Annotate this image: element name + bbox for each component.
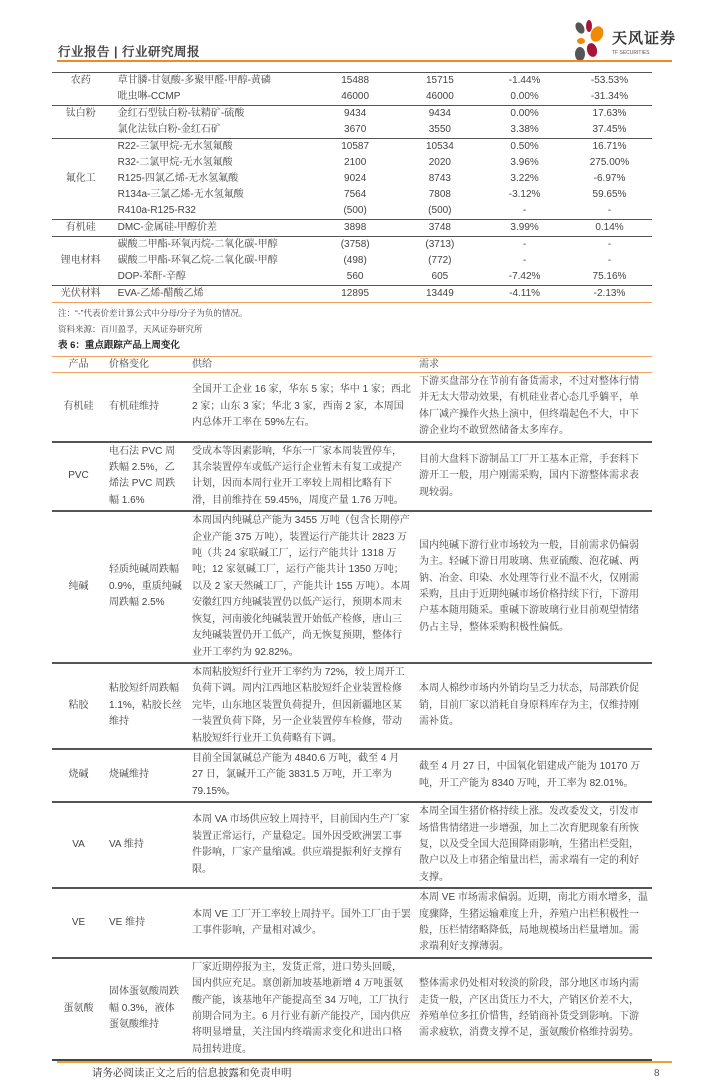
change-yoy: 0.14%	[567, 220, 652, 237]
change-yoy: 16.71%	[567, 139, 652, 156]
demand-text: 本周 VE 市场需求偏弱。近期，南北方雨水增多，温度骤降，生猪运输难度上升，养殖户出栏积极性一般，压栏情绪略降低，局地规模场出栏量增加。需求端利好支撑薄弱。	[415, 888, 652, 958]
product-name: PVC	[52, 442, 105, 512]
category-cell	[52, 122, 110, 139]
price-change: 电石法 PVC 周跌幅 2.5%，乙烯法 PVC 周跌幅 1.6%	[105, 442, 188, 512]
product-name: 有机硅	[63, 400, 94, 412]
table-note: 注：“-”代表价差计算公式中分母/分子为负的情况。	[58, 308, 248, 318]
value-current: (498)	[343, 255, 367, 266]
spread-row	[52, 73, 652, 90]
value-current: (3758)	[313, 237, 398, 254]
demand-text: 本周人棉纱市场内外销均呈乏力状态，局部跌价促销，目前厂家以消耗自身原料库存为主，仅维持刚需补货。	[415, 663, 652, 749]
col-header-supply: 供给	[188, 357, 415, 373]
spread-item: R410a-R125-R32	[117, 205, 196, 216]
value-previous: (500)	[428, 205, 452, 216]
category-cell: 锂电材料	[60, 255, 101, 266]
price-change: 有机硅维持	[109, 400, 159, 412]
value-previous: 46000	[425, 91, 454, 102]
spread-item: 碳酸二甲酯-环氧丙烷-二氧化碳-甲醇	[110, 237, 313, 254]
value-previous: 13449	[398, 286, 483, 303]
value-current: 15488	[341, 75, 370, 86]
category-cell: 光伏材料	[52, 286, 110, 303]
spread-row	[52, 220, 652, 237]
product-row	[52, 958, 652, 1060]
demand-text: 国内纯碱下游行业市场较为一般，目前需求仍偏弱为主。轻碱下游日用玻璃、焦亚硫酸、泡花碱、两钠、冶金、印染、水处理等行业不温不火，仅刚需采购，且由于近期纯碱市场价格持续下行，下游用户基本随用随采。重碱下游玻璃行业目前观望情绪仍占主导，整体采购积极性偏低。	[415, 511, 652, 663]
change-yoy: -31.34%	[590, 91, 629, 102]
value-previous: 605	[431, 271, 449, 282]
category-cell	[52, 139, 110, 156]
supply-text: 全国开工企业 16 家，华东 5 家；华中 1 家；西北 2 家；山东 3 家；华北 3 家，西南 2 家，本周国内总体开工率在 59%左右。	[192, 384, 411, 429]
value-previous: 7808	[428, 189, 451, 200]
supply-text: 受成本等因素影响，华东一厂家本周装置停车，其余装置停车或低产运行企业暂未有复工或提产计划，因而本周行业开工率较上周相比略有下滑，目前维持在 59.45%，周度产量 1.76 万吨。	[188, 442, 415, 512]
category-cell	[52, 269, 110, 286]
demand-text: 截至 4 月 27 日，中国氧化铝建成产能为 10170 万吨，开工产能为 8340 万吨，开工率为 82.01%。	[415, 749, 652, 802]
change-wow: 3.96%	[510, 157, 539, 168]
spread-row	[52, 286, 652, 303]
spread-row	[52, 106, 652, 123]
spread-row	[52, 139, 652, 156]
demand-text: 本周全国生猪价格持续上涨。发改委发文，引发市场惜售情绪进一步增强，加上二次育肥现象有所恢复，以及受全国大范围降雨影响，生猪出栏受阻，散户以及上市猪企缩量出栏，需求端有一定的利好支撑。	[415, 802, 652, 888]
spread-item: 草甘膦-甘氨酸-多聚甲醛-甲醇-黄磷	[117, 75, 271, 86]
value-previous: (772)	[428, 255, 452, 266]
change-wow: 0.00%	[482, 106, 567, 123]
product-change-table	[52, 356, 652, 1061]
supply-text: 本周 VE 工厂开工率较上周持平。国外工厂由于罢工事件影响，产量相对减少。	[188, 888, 415, 958]
demand-text: 整体需求仍处相对较淡的阶段，部分地区市场内需走货一般，产区出货压力不大，产销区价差不大，养殖单位多扛价惜售，经销商补货受到影响。下游需求疲软，消费支撑不足，蛋氨酸价格维持弱势。	[415, 958, 652, 1060]
price-change: VA 维持	[105, 802, 188, 888]
change-yoy: -	[567, 237, 652, 254]
spread-item: R134a-三氯乙烯-无水氢氟酸	[117, 189, 244, 200]
value-current: (500)	[343, 205, 367, 216]
change-wow: -3.12%	[508, 189, 541, 200]
product-row	[52, 511, 652, 663]
col-header-product: 产品	[52, 357, 105, 373]
supply-text: 本周 VA 市场供应较上周持平，目前国内生产厂家装置正常运行，产量稳定。国外因受欧洲罢工事件影响，厂家产量缩减。供应端提振利好支撑有限。	[188, 802, 415, 888]
product-row	[52, 663, 652, 749]
change-wow: -7.42%	[508, 271, 541, 282]
change-wow: -	[522, 255, 527, 266]
product-name: VE	[52, 888, 105, 958]
category-cell: 钛白粉	[52, 106, 110, 123]
change-wow: -4.11%	[482, 286, 567, 303]
category-cell: 氟化工	[65, 173, 96, 184]
spread-row	[52, 122, 652, 139]
spread-item: DMC-金属硅-甲醇价差	[110, 220, 313, 237]
spread-item: 氯化法钛白粉-金红石矿	[117, 124, 221, 135]
supply-text: 厂家近期停报为主，发货正常，进口势头回暖，国内供应充足。禀创新加坡基地新增 4 万吨蛋氨酸产能，该基地年产能提高至 34 万吨，工厂执行前期合同为主。6 月行业有新产能投产，国内供应将明显增量，关注国内终端需求变化和进出口格局扭转进度。	[188, 958, 415, 1060]
price-change: 粘胶短纤周跌幅 1.1%，粘胶长丝维持	[105, 663, 188, 749]
tf-securities-logo-icon	[568, 20, 610, 62]
change-yoy: -2.13%	[567, 286, 652, 303]
value-previous: 10534	[398, 139, 483, 156]
table-source: 资料来源：百川盈孚，天风证券研究所	[58, 324, 203, 334]
col-header-price: 价格变化	[105, 357, 188, 373]
logo-name-cn: 天风证券	[612, 30, 677, 47]
value-previous: 2020	[428, 157, 451, 168]
value-previous: (3713)	[398, 237, 483, 254]
value-current: 7564	[344, 189, 367, 200]
category-cell	[52, 237, 110, 254]
spread-item: R125-四氯乙烯-无水氢氟酸	[117, 173, 239, 184]
table6-title: 表 6：重点跟踪产品上周变化	[58, 340, 180, 351]
category-cell	[52, 155, 110, 171]
spread-item: 金红石型钛白粉-钛精矿-硫酸	[110, 106, 313, 123]
value-previous: 3748	[398, 220, 483, 237]
value-current: 46000	[341, 91, 370, 102]
demand-text: 下游买盘部分在节前有备货需求，不过对整体行情并无太大带动效果，有机硅业者心态几乎躺平，单体厂减产操作火热上演中，但终端起色不大，中下游企业均不敢贸然储备太多库存。	[419, 376, 639, 437]
col-header-demand: 需求	[415, 357, 652, 373]
change-yoy: -	[607, 205, 612, 216]
change-wow: 3.38%	[510, 124, 539, 135]
value-current: 560	[346, 271, 364, 282]
spread-row	[52, 187, 652, 203]
change-yoy: -53.53%	[590, 75, 629, 86]
logo-name-en: TF SECURITIES	[612, 50, 650, 56]
supply-text: 目前全国氯碱总产能为 4840.6 万吨，截至 4 月 27 日，氯碱开工产能 3831.5 万吨，开工率为 79.15%。	[188, 749, 415, 802]
spread-row	[52, 253, 652, 269]
price-change: 烧碱维持	[105, 749, 188, 802]
product-row	[52, 802, 652, 888]
change-wow: -	[482, 237, 567, 254]
spread-item: R22-三氯甲烷-无水氢氟酸	[110, 139, 313, 156]
change-yoy: 17.63%	[567, 106, 652, 123]
page-footer	[0, 1061, 724, 1084]
footer-disclaimer: 请务必阅读正文之后的信息披露和免责申明	[92, 1067, 292, 1080]
supply-text: 本周国内纯碱总产能为 3455 万吨（包含长期停产企业产能 375 万吨），装置运行产能共计 2823 万吨（共 24 家联碱工厂，运行产能共计 1318 万吨；12 家氨碱工厂，运行产能共计 1350 万吨；以及 2 家天然碱工厂，产能共计 155 万吨）。本周安徽红四方纯碱装置仍以低产运行，预期本周末恢复，河南骏化纯碱装置开始低产检修，唐山三友纯碱装置仍开工低产，尚无恢复预期，整体行业开工率约为 92.82%。	[188, 511, 415, 663]
change-yoy: 37.45%	[592, 124, 627, 135]
spread-row	[52, 237, 652, 254]
change-yoy: -	[607, 255, 612, 266]
change-yoy: 59.65%	[592, 189, 627, 200]
report-header-title: 行业报告 | 行业研究周报	[58, 45, 200, 59]
product-row	[52, 749, 652, 802]
change-wow: 3.99%	[482, 220, 567, 237]
price-change: 轻质纯碱周跌幅 0.9%，重质纯碱周跌幅 2.5%	[105, 511, 188, 663]
value-previous: 15715	[425, 75, 454, 86]
category-cell	[52, 187, 110, 203]
spread-item: 吡虫啉-CCMP	[117, 91, 181, 102]
value-current: 12895	[313, 286, 398, 303]
product-row	[52, 373, 652, 442]
change-yoy: 75.16%	[592, 271, 627, 282]
value-current: 9434	[313, 106, 398, 123]
header-divider	[57, 60, 672, 62]
value-current: 3670	[344, 124, 367, 135]
spread-item: R32-二氯甲烷-无水氢氟酸	[117, 157, 233, 168]
price-change: VE 维持	[105, 888, 188, 958]
product-name: 烧碱	[52, 749, 105, 802]
change-wow: -1.44%	[508, 75, 541, 86]
value-previous: 8743	[428, 173, 451, 184]
product-name: VA	[52, 802, 105, 888]
spread-item: EVA-乙烯-醋酸乙烯	[110, 286, 313, 303]
product-name: 蛋氨酸	[52, 958, 105, 1060]
supply-text: 本周粘胶短纤行业开工率约为 72%，较上周开工负荷下调。周内江西地区粘胶短纤企业装置检修完毕，山东地区装置负荷提升，但因新疆地区某一装置负荷下降，另一企业装置停车检修，带动粘胶短纤行业开工负荷略有下调。	[188, 663, 415, 749]
category-cell: 农药	[70, 75, 91, 86]
value-previous: 9434	[398, 106, 483, 123]
category-cell: 有机硅	[52, 220, 110, 237]
spread-row	[52, 171, 652, 187]
price-spread-table	[52, 72, 652, 303]
product-name: 粘胶	[52, 663, 105, 749]
spread-item: 碳酸二甲酯-环氧乙烷-二氧化碳-甲醇	[117, 255, 278, 266]
footer-divider	[57, 1061, 672, 1063]
category-cell	[52, 203, 110, 220]
value-current: 9024	[344, 173, 367, 184]
change-wow: -	[522, 205, 527, 216]
page-number: 8	[654, 1068, 660, 1080]
price-change: 固体蛋氨酸周跌幅 0.3%，液体蛋氨酸维持	[105, 958, 188, 1060]
product-row	[52, 888, 652, 958]
change-wow: 3.22%	[510, 173, 539, 184]
value-current: 10587	[313, 139, 398, 156]
demand-text: 目前大盘料下游制品工厂开工基本正常，手套料下游开工一般，用户刚需采购，国内下游整体需求表现较弱。	[415, 442, 652, 512]
spread-row	[52, 89, 652, 106]
change-yoy: 275.00%	[589, 157, 630, 168]
value-current: 2100	[344, 157, 367, 168]
value-previous: 3550	[428, 124, 451, 135]
change-wow: 0.00%	[510, 91, 539, 102]
spread-row	[52, 155, 652, 171]
category-cell	[52, 89, 110, 106]
change-wow: 0.50%	[482, 139, 567, 156]
value-current: 3898	[313, 220, 398, 237]
change-yoy: -6.97%	[593, 173, 626, 184]
spread-row	[52, 269, 652, 286]
product-name: 纯碱	[52, 511, 105, 663]
product-row	[52, 442, 652, 512]
spread-row	[52, 203, 652, 220]
spread-item: DOP-苯酐-辛醇	[117, 271, 186, 282]
